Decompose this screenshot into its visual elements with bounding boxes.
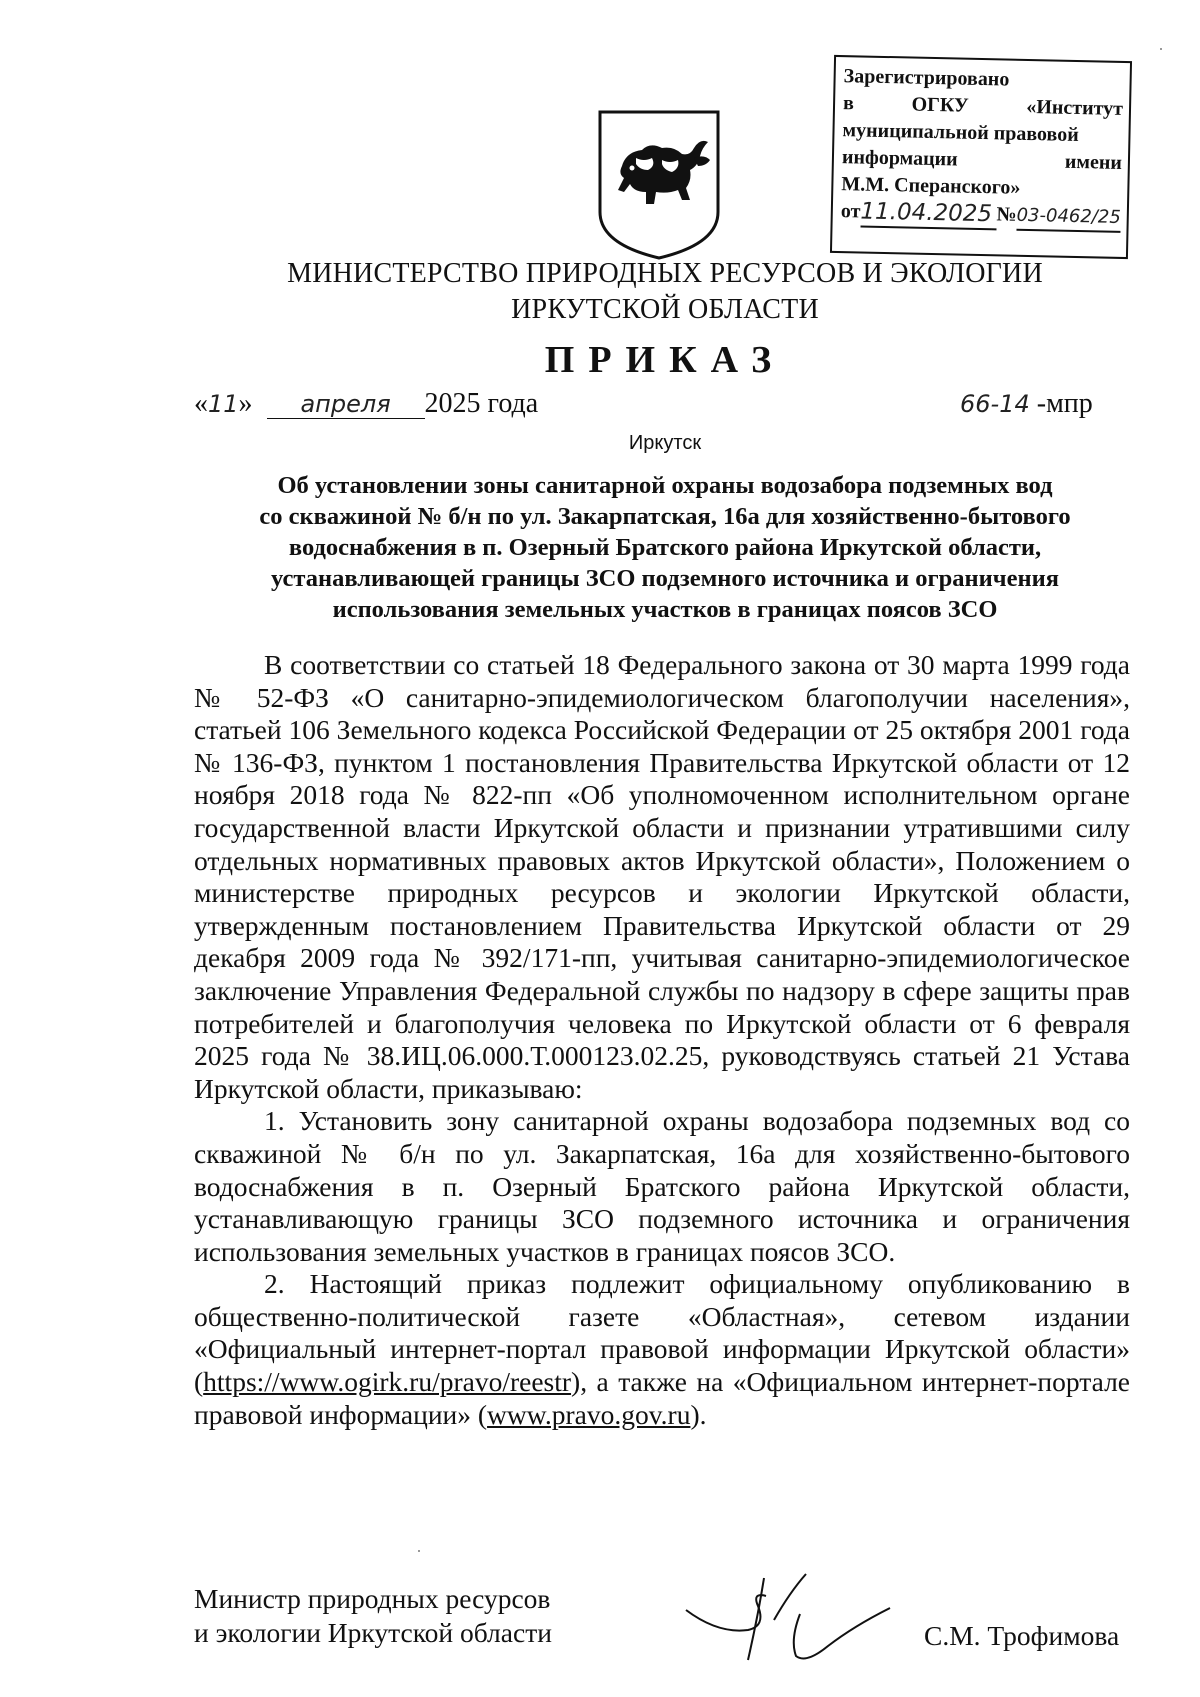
stamp-text: в bbox=[842, 92, 855, 115]
irkutsk-coat-of-arms-icon bbox=[596, 108, 722, 262]
subject-line: Об установлении зоны санитарной охраны водозабора подземных вод bbox=[277, 472, 1053, 499]
order-subject bbox=[200, 470, 1130, 625]
signatory-title bbox=[194, 1582, 552, 1650]
ministry-name-line-2: ИРКУТСКОЙ ОБЛАСТИ bbox=[511, 294, 819, 325]
order-number bbox=[960, 388, 1093, 420]
item-2-text: ). bbox=[690, 1398, 707, 1430]
order-number-suffix: -мпр bbox=[1036, 388, 1093, 419]
signatory-title-line-2: и экологии Иркутской области bbox=[194, 1617, 552, 1648]
quote-close: » bbox=[238, 388, 253, 419]
stamp-text: информации bbox=[841, 146, 958, 171]
stamp-date-prefix: от bbox=[840, 200, 861, 223]
stamp-text: ОГКУ bbox=[911, 93, 969, 117]
subject-line: использования земельных участков в границах поясов ЗСО bbox=[332, 596, 998, 623]
order-year: 2025 года bbox=[424, 388, 539, 419]
order-item-1: 1. Установить зону санитарной охраны водозабора подземных вод со скважиной № б/н по ул. Закарпатская, 16а для хозяйственно-бытового водоснабжения в п. Озерный Братского района Иркутской области, устанавливающую границы ЗСО подземного источника и ограничения использования земельных участков в границах поясов ЗСО. bbox=[194, 1105, 1130, 1267]
stamp-text: «Институт bbox=[1026, 95, 1124, 120]
stamp-text: М.М. Сперанского» bbox=[841, 173, 1021, 199]
item-2-text: 2. Настоящий приказ подлежит официальному опубликованию в общественно-политической газете «Областная», сетевом издании «Официальный интернет-портал правовой информации Иркутской области» ( bbox=[194, 1268, 1130, 1398]
ministry-header bbox=[0, 256, 1200, 328]
quote-open: « bbox=[194, 388, 208, 419]
order-item-2 bbox=[194, 1268, 1130, 1431]
signatory-name: С.М. Трофимова bbox=[924, 1620, 1120, 1651]
stamp-text: Зарегистрировано bbox=[843, 65, 1010, 91]
registration-stamp bbox=[830, 55, 1132, 259]
ogirk-registry-link[interactable]: https://www.ogirk.ru/pravo/reestr bbox=[203, 1366, 572, 1398]
signatory-title-line-1: Министр природных ресурсов bbox=[194, 1583, 551, 1614]
order-day-handwritten: 11 bbox=[208, 390, 239, 418]
order-month-handwritten: апреля bbox=[267, 390, 425, 419]
scan-speck bbox=[1160, 48, 1162, 50]
item-2-text: ), а также на «Официальном интернет-портале правовой информации» ( bbox=[194, 1366, 1130, 1430]
preamble-paragraph: В соответствии со статьей 18 Федерального закона от 30 марта 1999 года № 52-ФЗ «О санитарно-эпидемиологическом благополучии населения», статьей 106 Земельного кодекса Российской Федерации от 25 октября 2001 года № 136-ФЗ, пунктом 1 постановления Правительства Иркутской области от 12 ноября 2018 года № 822-пп «Об уполномоченном исполнительном органе государственной власти Иркутской области и признании утратившими силу отдельных нормативных правовых актов Иркутской области», Положением о министерстве природных ресурсов и экологии Иркутской области, утвержденным постановлением Правительства Иркутской области от 29 декабря 2009 года № 392/171-пп, учитывая санитарно-эпидемиологическое заключение Управления Федеральной службы по надзору в сфере защиты прав потребителей и благополучия человека по Иркутской области от 6 февраля 2025 года № 38.ИЦ.06.000.Т.000123.02.25, руководствуясь статьей 21 Устава Иркутской области, приказываю: bbox=[194, 649, 1130, 1104]
stamp-number-prefix: № bbox=[996, 203, 1017, 226]
ministry-name-line-1: МИНИСТЕРСТВО ПРИРОДНЫХ РЕСУРСОВ И ЭКОЛОГИИ bbox=[287, 258, 1043, 289]
handwritten-signature bbox=[678, 1566, 898, 1676]
order-date bbox=[194, 388, 538, 420]
stamp-text: имени bbox=[1064, 150, 1123, 174]
stamp-number-handwritten: 03-0462/25 bbox=[1016, 202, 1121, 233]
document-type-title: ПРИКАЗ bbox=[544, 339, 786, 381]
stamp-text: муниципальной правовой bbox=[842, 119, 1079, 147]
pravo-gov-link[interactable]: www.pravo.gov.ru bbox=[487, 1398, 691, 1430]
subject-line: устанавливающей границы ЗСО подземного источника и ограничения bbox=[271, 565, 1059, 592]
issue-city: Иркутск bbox=[628, 432, 702, 454]
order-body bbox=[194, 649, 1130, 1431]
stamp-line-6 bbox=[841, 198, 1122, 233]
subject-line: водоснабжения в п. Озерный Братского района Иркутской области, bbox=[288, 534, 1042, 561]
subject-line: со скважиной № б/н по ул. Закарпатская, 16а для хозяйственно-бытового bbox=[259, 503, 1071, 530]
stamp-date-handwritten: 11.04.2025 bbox=[860, 198, 992, 230]
order-number-handwritten: 66-14 bbox=[960, 390, 1030, 418]
scan-speck bbox=[418, 1550, 420, 1552]
